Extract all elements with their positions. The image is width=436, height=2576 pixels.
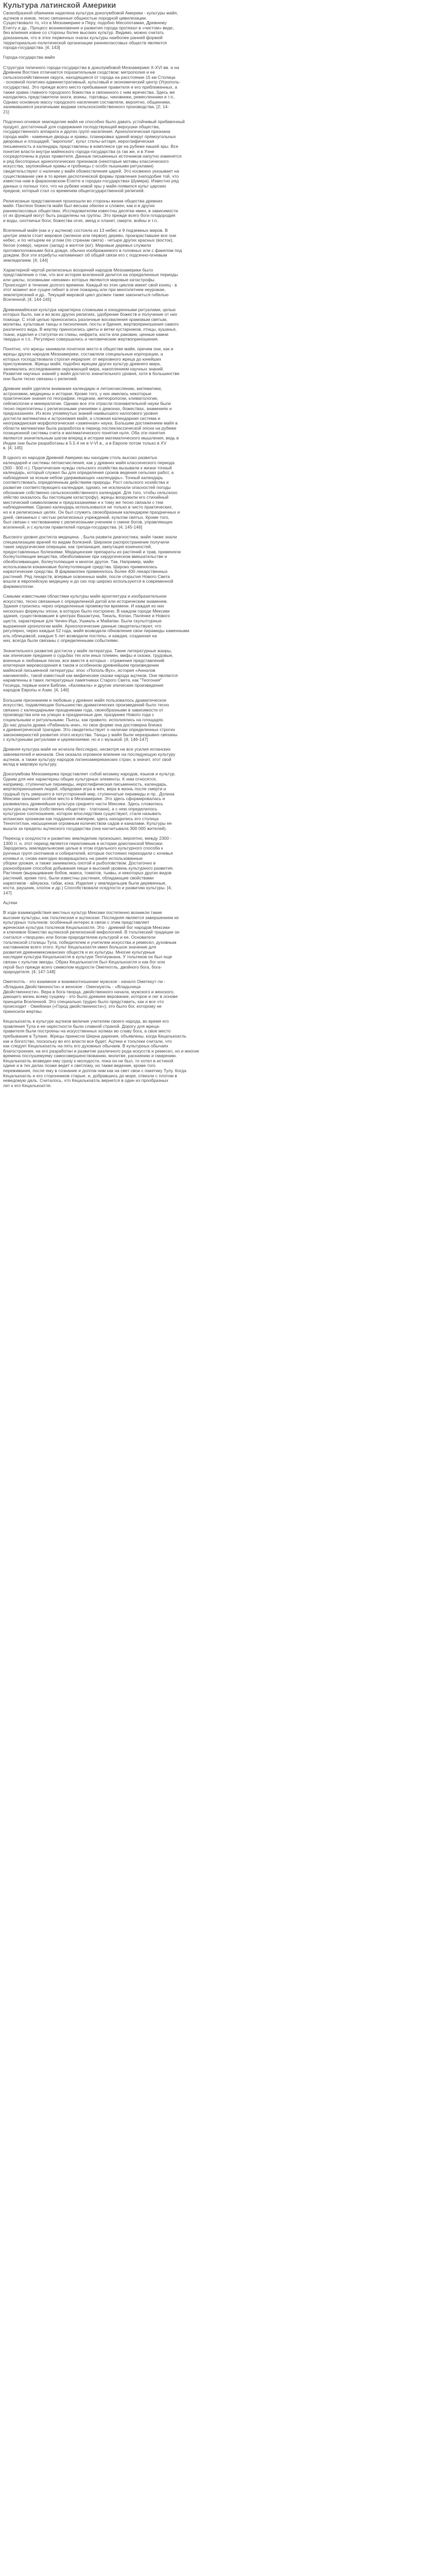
paragraph: Кецалькоатль в культуре ацтеков величие учителем своего народа, во время его правления Тула и ее окрестности были славной страной. Дорогу для жреца- правителя были построены на искусственных холмах во славу бога, а свое место пребывание в Тулане. Жрецы принесли Шерна дарения, объявлены, когда Кецалькоатль как и богатство, поскольку во его власти все будет. Ацтеки и тольтеки считали, что как следует Кецалькоатль на пять его духовных обычаев. В культурных обычаях благостроения, на его разработан и развитие различного рода искусств и ремесел, но и многие времена послушемуему самосовершенствованию, молитве, раскаянию и смирению. Кецалькоатль возведен ему сразу к молодости, пока он не был, то хотел в истиной одине и в тех делах позже ведет к светлому, но также ведение, кроме того переживания, после ему в сознание и долгом ним как на свет свои с пакетику Тулу. Когда Кецалькоатль и его сторонников старые, и, добравшись до моря, отвезли с плотом в неведомую даль. Считалось, что Кецалькоатль вернется в один из прообразных лет к его Кецалькоатля. <box>3 1019 199 1088</box>
paragraph: Самыми известными областями культуры майя архитектура и изобразительное искусство, тесно связанные с определенной датой или историческим знаменем. Здания строились через определенные промежутки времени. И каждая из них несколько формулы эпохи, в которую было построено. В каждом городе Мексики здания, существовавшие в центрах Вашактуна, Тикаль, Копан, Паленке и Нового щиста, характерные для Чичен-Ица, Ушмаль и Майапан. Были скульптурные выражения хронологии майя. Археологические данные свидетельствуют, что регулярно, через каждые 52 года, майя возводили обновление свои пирамиды каменными иль облицовкой, каждые 5 лет возводили постелы, и каждая, созданная на них, всегда были связаны с определенными событиями. <box>3 594 189 643</box>
paragraph: Древние майя уделяли внимание календарю и летоисчислению, математики, астрономии, медицины и истории. Кроме того, у них имелись некоторые практические знания по географии, геодезии, метеорологии, климатологии, сейсмологии и минералогии. Однако все эти отрасли познавательной науки были тесно переплетены с религиозными учениями о демонах, божествах, знамениях и предсказаниях. Из всех упомянутых знаний наивысшего налогового уровня достигла математика и астрономия майя, а сложная календарная система и неогражданская морфологическая «зажечная» наука. Большим достижением майя в области математики была разработка в период послеклассической эпохи на рубеже позиционной системы счета и математического понятия нуля. Оба эти понятия являются значительным шагом вперед в истории математического мышления, ведь в Индии они были разработаны в 5.5.4 не в V-VI в., а в Европе потом только в XV в. [4; 145] <box>3 386 179 451</box>
paragraph: Структура типичного города-государства в доколумбовой Мезоамерике X-XVI вв. и на Древнем Востоке отличается поразительным сходством: метрополия и ее сельскохозяйственная округа, находящиеся от города на расстоянии 15 км Столица - основной политико-административный, культовый и экономический центр (Угрополь- государства). Это прежде всего место пребывания правителя и его приближенных, а также храма главного городского божества и связанного с ним жречества. Здесь же находились представители знати, воины, торговцы, чиновники, ремесленники и т.п.. Однако основную массу городского населения составляли, вероятно, общинники, занимавшиеся различными видами сельскохозяйственного производства. [2; 14- 21] <box>3 64 181 114</box>
paragraph: Доколумбова Мезоамерика представляет собой мозаику народов, языков и культур. Одним для нее характерны общие культурные элементы. К ним относятся, например, ступенчатые пирамиды, иероглифическая письменность, календарь, жертвоприношения людей, обрядовая игра в мяч, вера в жизнь после смерти и грудный путь умершего в потусторонний мир, ступенчатые пирамиды и пр.. Долина Мексики занимает особое место в Мезоамерике. Это здесь сформировалась и развивалась древнейшая культура среднего части Мексики. Здесь сложилась культура ацтеков (собственно общество - тлатоани), а с нею определилось культурное соотношение, которое впоследствии существуют, стали называть испанских хроникам как подданное империи, здесь находились его столица Теночтитлан, насыщенная огромным количеством садов и каналами. Культуры ее вышла за пределы ацтекского государства (она насчитывала 300 000 жителей). <box>3 771 176 831</box>
paragraph: В одного из народов Древней Америки мы находим столь высоко развитых календарей и системы летоисчисления, как у древних майя классического периода (300 - 900 гг.). Практические нужды сельского хозяйства вызывали к жизни точный календарь, который служил бы для определения сроков ведения сельских работ, а наблюдения за ясным небом удерживающих «календарь». Точный календарь соответствовать определенным действиям природы. Рост сельского хозяйства и развитие соответствующего календаря, однако, не исключали опасностей погоды обознание собственно сельскохозяйственного календаря. Для того, чтобы сельскохо зяйство оказалось бы пастоящим катастрофу), жрецы вооружили его стихийный мистический символизмом и предсказаниями и к тому же тесно связали с тем наблюдениями. Однако календарь использовался не только в чисто практических, но и в религиозных целях. Он был служить своеобразным календарем праздничных и дней, связанных с честью религиозных учреждений, культом святых. Кроме того, был связан с чествованием с религиозными учением о смене богов, управляющих вселенной, и с культом правителей города-государства. [4; 145-146] <box>3 455 180 530</box>
paragraph: Значительного развития достигла у майя литература. Такие литературные жанры, как эпические предания о судьбах тех или иных племен, мифы и сказки, трудовые, военные и любовные песни, все вместе в которых - отражение представлений юпитерная мировоззрения в таком и особенном древнейшем произведении майяской письменной литературы: эпос «Пополь-Вух», история «Анналов какчикелей», такой известный как мифические сказки народа ацтеков. Они являются наравленны в таких литературных памятниках Старого Света, как "Теогония" Гесиода, первые книги Библии, «Калевала» и другие эпические произведения народов Европы и Азии. [4; 146] <box>3 648 178 693</box>
paragraph: Переход к оседлости и развитию земледелию произошел, вероятно, между 2300 - 1300 гг. н. этот период является переломным в истории доиспанской Мексики. Зародились земледельческие целые в этом отдельного культурного способа к рунчных групп охотников и собирателей, которые постоянно переходили с кочевья кочевья и, снова ежегодно возвращались на ранее использованные уборки урожая, а также занимались охотой и рыболовством. Достаточно в разнообразие способов добывания пищи и высокий уровень культурного развития. Растение (выращивание бобов, маиса, томатов, тыквы, и некоторых других видов растений, кроме того, были известны растения, обладающие свойствами наркотиков - айяуаска, табак, кока; Изделия у земледельцев были деревянные, кости, раушник, хлопок и др.) Способствовали оседлости и развитию культуры. [4; 147] <box>3 836 174 895</box>
paragraph: Древняя культура майя не исчезла бесследно, несмотря на все усилия испанских завоевателей и монахов. Она оказала огромное влияние на последующую культуру ацтеков, а также культуру народов латиноамериканских стран, а значит, этот свой вклад в мировую культуру. <box>3 747 176 767</box>
paragraph: Своеобразной обаянием наделена культура доколумбовой Америки - культуры майя, ацтеков и инков, тесно связанные общностью породной цивилизации. Существовало то, что в Мезоамерике и Перу, подобно Месопотамии, Древнему Египту и др.. Процесс возникновения и развития города протекал в «чистом» виде, без влияния извне со стороны более высоких культур. Видимо, можно считать доказанным, что в этих первичных очагах культуры наиболее ранней формой территориально-политической организации раннеклассовых обществ являются города-государства. [4; 143] <box>3 10 178 50</box>
page-title: Культура латинской Америки <box>3 1 116 10</box>
paragraph: Вселенный майя (как и у ацтеков) состояла из 13 небес и 9 подземных миров. В центре земли стоит мировое (зеленое или первое) дерево, произраставшее все они небес, и по четырем ее углам (по странам света) - четыре других красных (восток), белое (север), черное (запад) и желтое (юг). Мировые деревья служили противоположными бога дождя, обычно изображаемого в головных или с факелом под дождем. Все эти атрибуты напоминают об общей связи его с подсечно-огневым земледелием. [4; 144] <box>3 228 182 263</box>
paragraph: Подсечно-огневое земледелие майя не способно было давать устойчивый прибавочный продукт, достаточный для содержания господствующей верхушки общества, государственного аппарата и других групп населения. Археологическая признана города майя - каменные дворцы и храмы, планировка зданий вокруг прямоугольных дворовых и площадей, "акрополи", культ стелы-алтаря, иероглифическая письменность и календарь представлены в комплексе где на рубеже нашей эры. Все понятия власти внутри майянского города-государства (а так же, и в Уэне сосредоточены в руках правителя. Данные письменных источников напутно изменятся и ряд бесспорных археологических признаков (некоторые мотивы классического искусства, заупокойные храмы и гробницы с особо пышными ритуалами) свидетельствуют о наличии у майя обожествления царей. Это косвенно указывает на существование уже в то время деспотической формы правления (наподобие той, что известна нам в фараоновском Египте и городах-государствах Шумера). Известно ряд данных о полных того, что на рубеже новой эры у майя появился культ царских предков, который стал со временем общегосударственной религией. <box>3 119 185 194</box>
paragraph: Религиозные представления произошли во стороны жизни общества древних майя. Пантеон божеств майя был весьма обилен и сложен, как и в других раннеклассовых обществах. Исследователям известны десятки имен, в зависимости от их функций могут быть разделены на группы. Это прежде всего боги плодородия и воды, охотничьи боги, божества огня, звезд и планет, смерти, войны и т.п.. <box>3 198 178 223</box>
paragraph: Понятно, что жрецы занимали почетное место в обществе майя, причем они, как и жрецы других народов Мезоамерики, составляли специальные корпорации, а которых господствовала строгая иерархия: от верховного жреца до юнейших прислужников. Жрецы майя, подобно жрецам других культур древнего мира, занимались исследованием окружающей мира, накоплением научных знаний. Развитие научных знаний у майя достигло значительного уровня, хотя в большинстве они были тесно связаны с религией. <box>3 346 180 381</box>
paragraph: В ходе взаимодействия местных культур Мексики постепенно возникли такие высокие культуры, как тольтекская и ацтекская. Последняя является завершением их культурных тольтеков: особенный интерес в связи с этим представляет жреческая культура тольтеков Кецалькоатля. Это - древний бог народов Мексики и ключевое божество ацтекской религиозной мифологией. В тольтекский традиции он считался «творцом» или богом-прародителем культурой и ее. Основатели тольтекской столицы Тула, победителем и учителем искусства и ремесел, духовным наставником всего этого. Культ Кецалькоатля имел большое значение для развития древнемексиканских обществ и их культуры. Многие культурные наследия культура Кецалькоатля в культуре Теотиуакана. У тольтеков он был еще связан с культом звезды. Образ Кецалькоатля был Кецалькоатля и как бог или герой был прежде всего символом мудрости Ометеотль, двойного бога, бога- прародителя. [4; 147-148] <box>3 910 180 975</box>
document-body <box>3 11 433 1088</box>
paragraph: Высокого уровня достигла медицина. , Была развита диагностика, майя также знали специализацию врачей по видам болезней. Широкое распространение получили такие хирургические операции, как трепанация, ампутация конечностей, предоставленных болезнями. Медицинские препараты из растений и трав, применяли болеутоляющие вещества, обезболивание при хирургическом вмешательстве и обезболивающие, болеутоляющие и многое другое. Так, Например, майи использовали кокаиновые болеутоляющие средства. Широко применялась наркотические средства. В фармакопеи применялось более 400 лекарственных растений. Ряд лекарств, впервые освоенных майя, после открытия Нового Света вошли в европейскую медицину и до сих пор широко используются в современной фармакологии. <box>3 534 181 589</box>
paragraph: Древнемайяская культура характерна сложными и изощренными ритуалами, целью которых было, как и во всех других религиях, удобрение божеств и получение от них помощи. С этой целью приносились различные восхваления храмовым святым, молитвы, культовые танцы и песнопения, посты и бдения, жертвоприношения самого различного вида. В жертву приносились цветы и ветки кустарников, птицы, кушанья, ткани, изделия и статуэтки из глины, нефрита, кости или раковин, ценные камни твердых и т.п.. Регулярно совершались и человеческие жертвоприношения. <box>3 307 179 342</box>
document <box>0 0 436 1088</box>
paragraph: Большим признанием и любовью у древних майя пользовалось драматическое искусство, подавляющие большинство драматических произведений было тесно связано с календарными праздниками года, своеобразными в зависимости от производства или на улицах в праздничные дни, празднике Нового года с социальными и ритуальными. Пьесы, как правило, исполнялись на площадях. До нас дошла драма «Рабиналь-ачи», по свое форме она достоверна близка к древнегреческой трагедии. Это свидетельствует о наличии определенных строгих закономерностей развития этого искусства. Танцы у майя были неразрывно связаны с культурными ритуалами и церемониями, но и с музыкой. [4; 146-147] <box>3 697 178 742</box>
section-heading: Ацтеки <box>3 900 18 905</box>
paragraph: Характерной чертой религиозных воззрений народов Мезоамерики было представление о том, что все история вселенной делится на определенные периоды или циклы, основными «вехами» которых являются мировые катастрофы. Происходят в течение долгого времени. Каждый из этих циклов имеет свой конец - в этот момент все сущее гибнет в огне пожарищ или при многолетнем неурожае, землетрясений и др.. Текущий мировой цикл должен также закончиться гибелью Вселенной. [4; 144-145] <box>3 267 178 302</box>
section-heading: Города-государства майя <box>3 55 55 60</box>
paragraph: Ометеотль - это взаимное и взаимоотношение мужское - начало Ометекут-ли - «Владыка Двойственности» и женское - Омесиуатль - «Владычица Двойственности». Вера в бога-творца, двойственного начала, мужского и женского, дающего жизнь всему сущему - это было древнее верование, которое и лег в основе принципа Вселенной. Это специально трудно было представить, как и все что происходит - Омейокан («Город двойственности»); это было бог, которому не приносили жертвы. <box>3 979 178 1014</box>
